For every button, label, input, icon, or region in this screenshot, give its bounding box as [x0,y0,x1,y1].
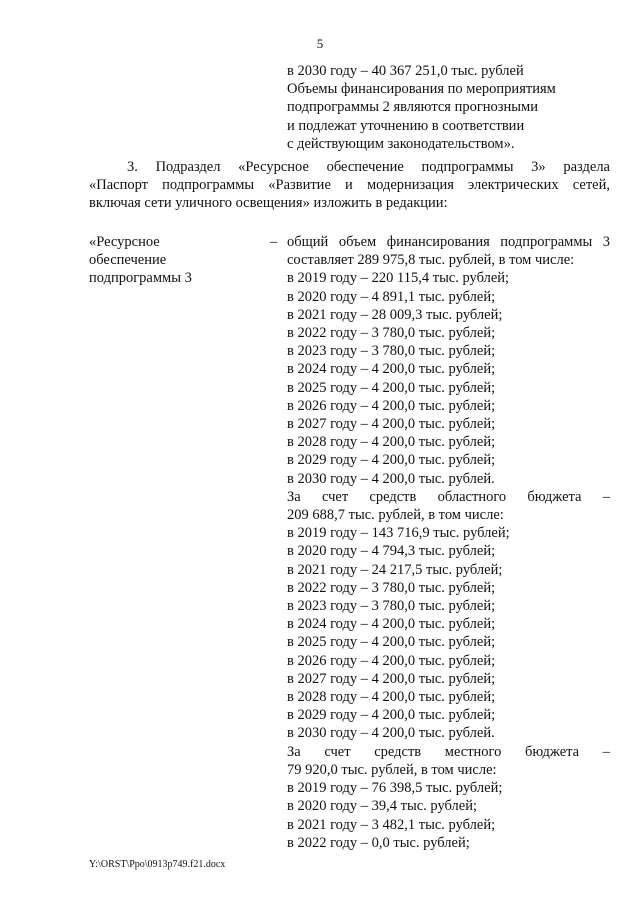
funding-line: в 2021 году – 28 009,3 тыс. рублей; [287,306,503,323]
text-line: Объемы финансирования по мероприятиям [287,81,556,98]
label-line: обеспечение [89,252,167,269]
funding-line: в 2022 году – 0,0 тыс. рублей; [287,834,470,851]
label-line: «Ресурсное [89,234,160,250]
paragraph-line: 3. Подраздел «Ресурсное обеспечение подпрограммы 3» раздела [127,159,610,175]
funding-line: в 2030 году – 4 200,0 тыс. рублей. [287,725,495,742]
file-path-footer: Y:\ORST\Ppo\0913p749.f21.docx [89,859,226,870]
funding-line: 209 688,7 тыс. рублей, в том числе: [287,507,504,524]
funding-line: в 2026 году – 4 200,0 тыс. рублей; [287,397,496,414]
funding-details [287,233,610,852]
funding-line: в 2022 году – 3 780,0 тыс. рублей; [287,579,496,596]
funding-line: в 2027 году – 4 200,0 тыс. рублей; [287,416,496,433]
funding-line: 79 920,0 тыс. рублей, в том числе: [287,761,497,778]
funding-line: в 2027 году – 4 200,0 тыс. рублей; [287,670,496,687]
previous-subprogram-tail [287,62,617,153]
funding-line: в 2029 году – 4 200,0 тыс. рублей; [287,452,496,469]
funding-line: За счет средств областного бюджета – [287,488,610,505]
funding-line: в 2022 году – 3 780,0 тыс. рублей; [287,325,496,342]
funding-line: в 2024 году – 4 200,0 тыс. рублей; [287,616,496,633]
funding-line: в 2023 году – 3 780,0 тыс. рублей; [287,343,496,360]
funding-line: в 2020 году – 4 794,3 тыс. рублей; [287,543,496,560]
funding-line: в 2023 году – 3 780,0 тыс. рублей; [287,598,496,615]
funding-line: в 2025 году – 4 200,0 тыс. рублей; [287,379,496,396]
paragraph-line: включая сети уличного освещения» изложить в редакции: [89,195,448,212]
funding-line: в 2019 году – 220 115,4 тыс. рублей; [287,270,510,287]
funding-line: в 2028 году – 4 200,0 тыс. рублей; [287,689,496,706]
label-dash: – [270,234,278,250]
funding-line: в 2026 году – 4 200,0 тыс. рублей; [287,652,496,669]
funding-line: в 2019 году – 76 398,5 тыс. рублей; [287,780,503,797]
funding-line: составляет 289 975,8 тыс. рублей, в том числе: [287,252,575,269]
amendment-paragraph [89,158,610,213]
funding-line: в 2019 году – 143 716,9 тыс. рублей; [287,525,510,542]
funding-line: в 2025 году – 4 200,0 тыс. рублей; [287,634,496,651]
page-number: 5 [316,36,324,51]
funding-line: в 2028 году – 4 200,0 тыс. рублей; [287,434,496,451]
funding-line: в 2020 году – 4 891,1 тыс. рублей; [287,288,496,305]
resource-label [89,233,249,288]
funding-line: в 2021 году – 24 217,5 тыс. рублей; [287,561,503,578]
label-line: подпрограммы 3 [89,270,192,287]
text-line: с действующим законодательством». [287,135,515,152]
text-line: подпрограммы 2 являются прогнозными [287,99,538,116]
text-line: в 2030 году – 40 367 251,0 тыс. рублей [287,63,524,79]
funding-line: в 2024 году – 4 200,0 тыс. рублей; [287,361,496,378]
funding-line: в 2021 году – 3 482,1 тыс. рублей; [287,816,496,833]
funding-line: в 2020 году – 39,4 тыс. рублей; [287,798,478,815]
text-line: и подлежат уточнению в соответствии [287,117,525,134]
paragraph-line: «Паспорт подпрограммы «Развитие и модернизация электрических сетей, [89,177,610,194]
funding-line: в 2029 году – 4 200,0 тыс. рублей; [287,707,496,724]
funding-line: общий объем финансирования подпрограммы 3 [287,234,610,250]
funding-line: За счет средств местного бюджета – [287,743,610,760]
funding-line: в 2030 году – 4 200,0 тыс. рублей. [287,470,495,487]
